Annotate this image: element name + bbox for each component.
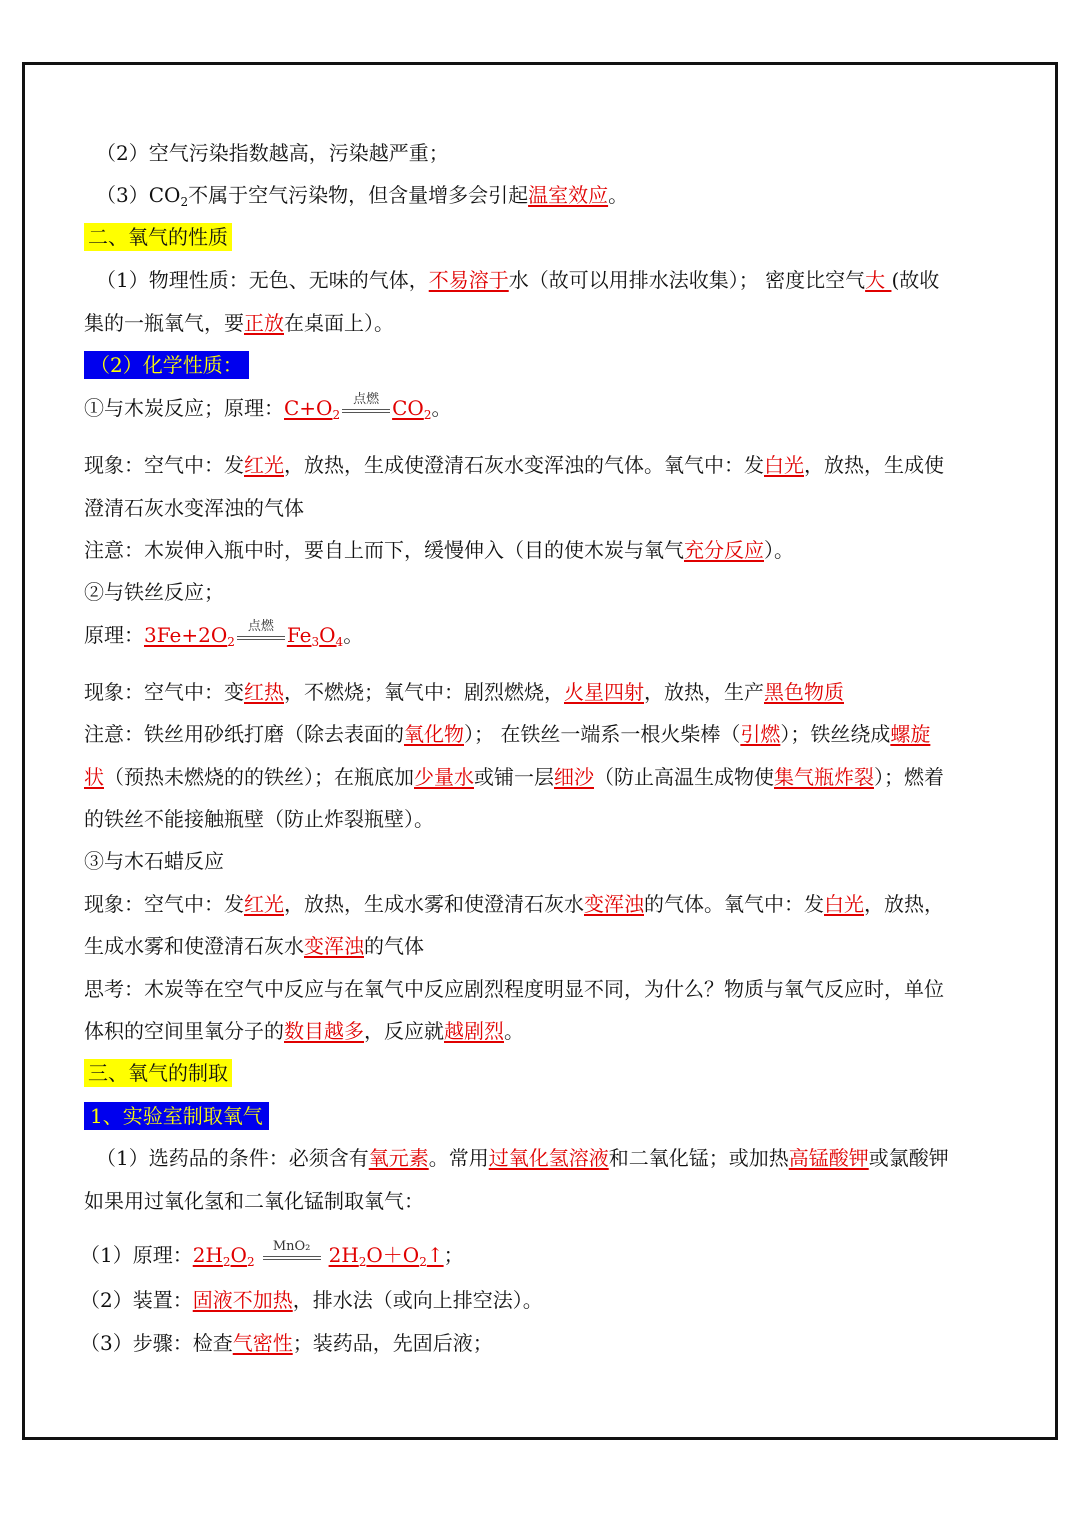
iron-reaction-line: 原理：$3Fe+2O_2$ 点燃 $Fe_3O_4$。 — [84, 618, 364, 649]
co2-line: $(3)CO_2$不属于空气污染物，但含量增多会引起温室效应。 — [96, 183, 629, 209]
charcoal-reaction-line: ①与木炭反应；原理：$C+O_2$ 点燃 $CO_2$。 — [84, 391, 452, 422]
steps-line: （3）步骤：检查气密性；装药品，先固后液； — [80, 1331, 493, 1355]
hydrogen-peroxide-intro: 如果用过氧化氢和二氧化锰制取氧气： — [84, 1189, 424, 1213]
section-oxygen-properties: 二、氧气的性质 — [84, 222, 232, 252]
iron-note-line-1: 注意：铁丝用砂纸打磨（除去表面的氧化物）； 在铁丝一端系一根火柴棒（引燃）；铁丝绕成螺旋 — [84, 722, 931, 746]
reaction-arrow: 点燃 — [237, 628, 285, 646]
pollution-index-line: （2）空气污染指数越高，污染越严重； — [96, 141, 449, 165]
section-oxygen-preparation: 三、氧气的制取 — [84, 1058, 232, 1088]
chemical-properties-title: （2）化学性质： — [84, 350, 249, 380]
reaction-arrow: MnO₂ — [263, 1248, 321, 1266]
physical-properties-line-1: （1）物理性质：无色、无味的气体，不易溶于水（故可以用排水法收集）； 密度比空气大 (故收 — [96, 268, 940, 292]
wax-phenomenon-line-2: 生成水雾和使澄清石灰水变浑浊的气体 — [84, 934, 424, 958]
thinking-line-2: 体积的空间里氧分子的数目越多，反应就越剧烈。 — [84, 1019, 524, 1043]
charcoal-note-line: 注意：木炭伸入瓶中时，要自上而下，缓慢伸入（目的使木炭与氧气充分反应）。 — [84, 538, 794, 562]
lab-preparation-title: 1、实验室制取氧气 — [84, 1101, 269, 1131]
wax-heading: ③与木石蜡反应 — [84, 849, 224, 873]
charcoal-phenomenon-line-2: 澄清石灰水变浑浊的气体 — [84, 496, 304, 520]
peroxide-principle-line: （1）原理：$2H_2O_2$ MnO₂ $2H_2O+O_2↑$； — [80, 1238, 464, 1269]
iron-wire-heading: ②与铁丝反应； — [84, 580, 224, 604]
charcoal-phenomenon-line-1: 现象：空气中：发红光，放热，生成使澄清石灰水变浑浊的气体。氧气中：发白光，放热，生成使 — [84, 453, 944, 477]
iron-note-line-3: 的铁丝不能接触瓶壁（防止炸裂瓶壁）。 — [84, 807, 434, 831]
thinking-line-1: 思考：木炭等在空气中反应与在氧气中反应剧烈程度明显不同，为什么？物质与氧气反应时，单位 — [84, 977, 944, 1001]
iron-phenomenon-line: 现象：空气中：变红热，不燃烧；氧气中：剧烈燃烧，火星四射，放热，生产黑色物质 — [84, 680, 844, 704]
apparatus-line: （2）装置：固液不加热，排水法（或向上排空法）。 — [80, 1288, 543, 1312]
iron-note-line-2: 状（预热未燃烧的的铁丝）；在瓶底加少量水或铺一层细沙（防止高温生成物使集气瓶炸裂）；燃着 — [84, 765, 944, 789]
reagent-selection-line: （1）选药品的条件：必须含有氧元素。常用过氧化氢溶液和二氧化锰；或加热高锰酸钾或氯酸钾 — [96, 1146, 949, 1170]
reaction-arrow: 点燃 — [342, 401, 390, 419]
wax-phenomenon-line-1: 现象：空气中：发红光，放热，生成水雾和使澄清石灰水变浑浊的气体。氧气中：发白光，放热， — [84, 892, 944, 916]
physical-properties-line-2: 集的一瓶氧气，要正放在桌面上）。 — [84, 311, 394, 335]
